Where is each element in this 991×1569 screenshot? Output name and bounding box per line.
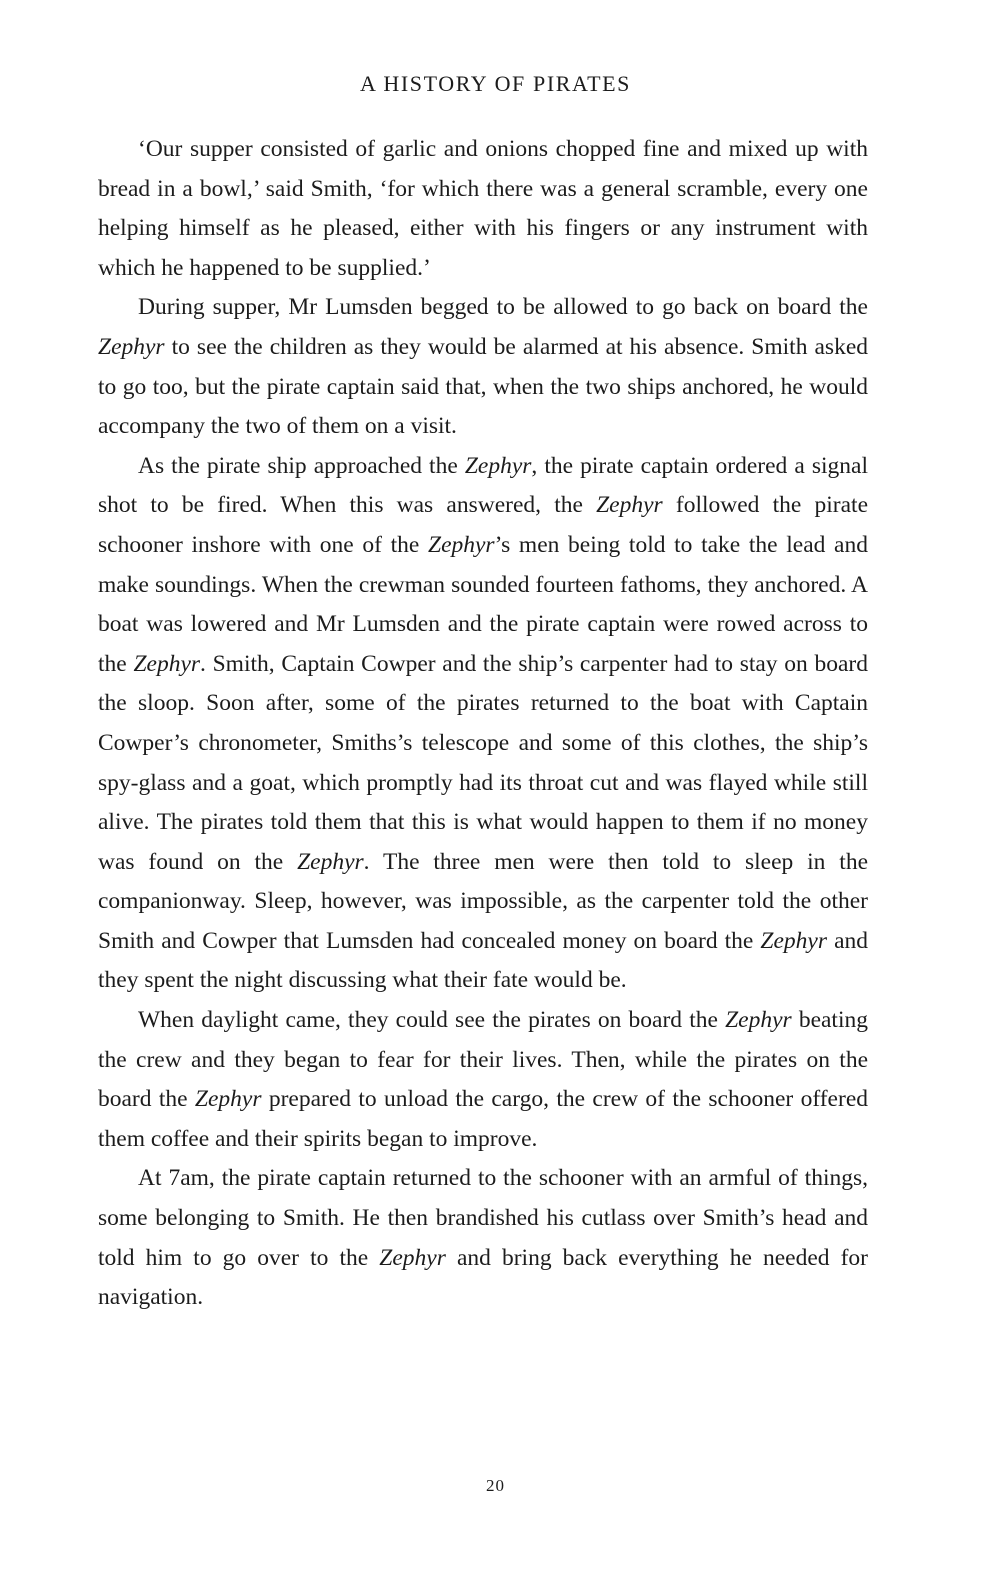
text-segment: . The three men were then told to sleep in the companionway. Sleep, however, was impossible, as the carpenter told the other Smith and Cowper that Lumsden had concealed money on board the xyxy=(98,848,869,954)
text-segment: and bring back everything he needed for navigation. xyxy=(98,1244,869,1311)
ship-name-italic: Zephyr xyxy=(428,531,495,558)
text-segment: ‘Our supper consisted of garlic and onions chopped fine and mixed up with bread in a bowl,’ said Smith, ‘for which there was a general scramble, every one helping himself as he pleased, either with his fingers or any instrument with which he happened to be supplied.’ xyxy=(98,136,868,281)
text-segment: and they spent the night discussing what their fate would be. xyxy=(98,927,868,994)
ship-name-italic: Zephyr xyxy=(194,1086,262,1113)
paragraph-3 xyxy=(98,447,868,1001)
ship-name-italic: Zephyr xyxy=(379,1244,446,1271)
body-text xyxy=(98,130,868,1318)
paragraph-5 xyxy=(98,1159,868,1317)
text-segment: , the pirate captain ordered a signal shot to be fired. When this was answered, the xyxy=(98,452,868,519)
text-segment: prepared to unload the cargo, the crew of the schooner offered them coffee and their spirits began to improve. xyxy=(98,1086,868,1152)
text-segment: At 7am, the pirate captain returned to the schooner with an armful of things, some belonging to Smith. He then brandished his cutlass over Smith’s head and told him to go over to the xyxy=(98,1165,868,1271)
paragraph-1 xyxy=(98,130,868,288)
ship-name-italic: Zephyr xyxy=(725,1007,792,1034)
ship-name-italic: Zephyr xyxy=(464,452,532,479)
paragraph-2 xyxy=(98,288,868,446)
page-number: 20 xyxy=(486,1476,505,1495)
text-segment: beating the crew and they began to fear for their lives. Then, while the pirates on the board the xyxy=(98,1007,868,1113)
paragraph-4 xyxy=(98,1001,868,1159)
ship-name-italic: Zephyr xyxy=(596,492,663,519)
ship-name-italic: Zephyr xyxy=(760,927,827,954)
text-segment: ’s men being told to take the lead and make soundings. When the crewman sounded fourteen fathoms, they anchored. A boat was lowered and Mr Lumsden and the pirate captain were rowed across to the xyxy=(98,531,868,677)
ship-name-italic: Zephyr xyxy=(297,848,364,875)
ship-name-italic: Zephyr xyxy=(133,650,201,677)
text-segment: to see the children as they would be alarmed at his absence. Smith asked to go too, but the pirate captain said that, when the two ships anchored, he would accompany the two of them on a visit. xyxy=(98,333,868,440)
text-segment: When daylight came, they could see the pirates on board the xyxy=(138,1007,726,1034)
text-segment: During supper, Mr Lumsden begged to be allowed to go back on board the xyxy=(138,294,868,321)
running-head: A HISTORY OF PIRATES xyxy=(359,71,631,96)
text-segment: . Smith, Captain Cowper and the ship’s carpenter had to stay on board the sloop. Soon after, some of the pirates returned to the boat with Captain Cowper’s chronometer, Smiths’s telescope and some of this clothes, the ship’s spy-glass and a goat, which promptly had its throat cut and was flayed while still alive. The pirates told them that this is what would happen to them if no money was found on the xyxy=(98,650,868,875)
text-segment: As the pirate ship approached the xyxy=(138,452,465,479)
ship-name-italic: Zephyr xyxy=(98,333,165,360)
text-segment: followed the pirate schooner inshore with one of the xyxy=(98,492,869,558)
